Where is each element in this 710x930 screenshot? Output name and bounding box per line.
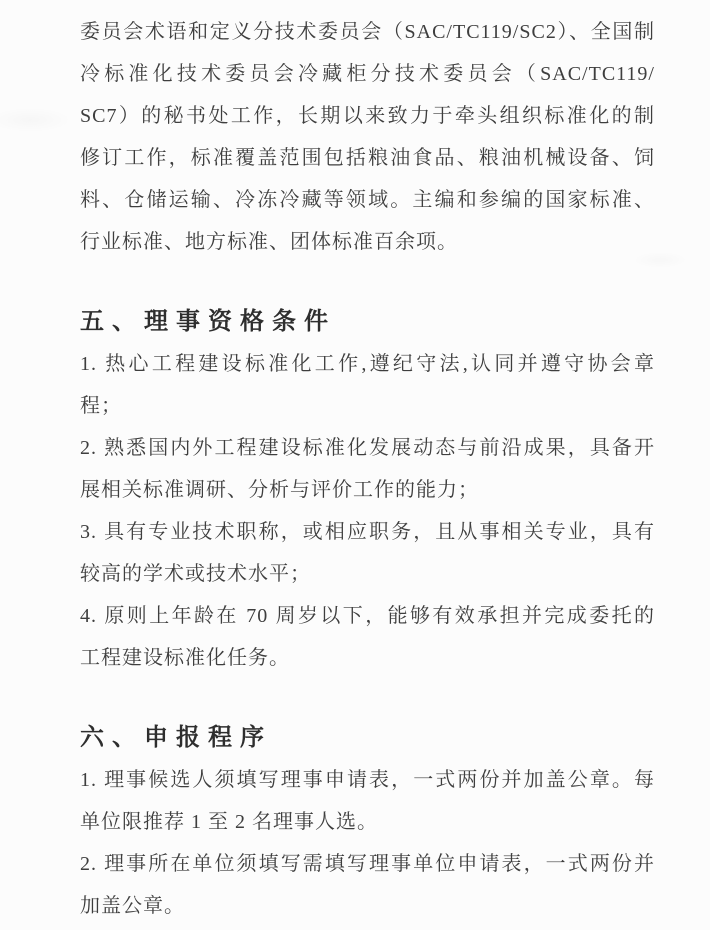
text-line: 2. 理事所在单位须填写需填写理事单位申请表，一式两份并 xyxy=(80,853,655,875)
text-line: 加盖公章。 xyxy=(80,895,185,917)
text-line: 较高的学术或技术水平； xyxy=(80,563,311,585)
text-line: SC7）的秘书处工作，长期以来致力于牵头组织标准化的制 xyxy=(80,105,655,127)
text-line: 3. 具有专业技术职称，或相应职务，且从事相关专业，具有 xyxy=(80,521,655,543)
text-line: 1. 理事候选人须填写理事申请表，一式两份并加盖公章。每 xyxy=(80,769,655,791)
text-line: 2. 熟悉国内外工程建设标准化发展动态与前沿成果，具备开 xyxy=(80,437,655,459)
text-line: 冷标准化技术委员会冷藏柜分技术委员会（SAC/TC119/ xyxy=(80,63,655,85)
text-line: 行业标准、地方标准、团体标准百余项。 xyxy=(80,231,458,253)
text-line: 4. 原则上年龄在 70 周岁以下，能够有效承担并完成委托的 xyxy=(80,605,655,627)
section-heading: 六、申报程序 xyxy=(80,725,272,751)
text-line: 工程建设标准化任务。 xyxy=(80,647,290,669)
text-line: 料、仓储运输、冷冻冷藏等领域。主编和参编的国家标准、 xyxy=(80,189,655,211)
text-line: 修订工作，标准覆盖范围包括粮油食品、粮油机械设备、饲 xyxy=(80,147,655,169)
text-line: 程； xyxy=(80,395,122,417)
text-line: 1. 热心工程建设标准化工作,遵纪守法,认同并遵守协会章 xyxy=(80,353,655,375)
section-heading: 五、理事资格条件 xyxy=(80,309,336,335)
text-line: 单位限推荐 1 至 2 名理事人选。 xyxy=(80,811,378,833)
text-line: 展相关标准调研、分析与评价工作的能力； xyxy=(80,479,479,501)
text-line: 委员会术语和定义分技术委员会（SAC/TC119/SC2）、全国制 xyxy=(80,21,655,43)
